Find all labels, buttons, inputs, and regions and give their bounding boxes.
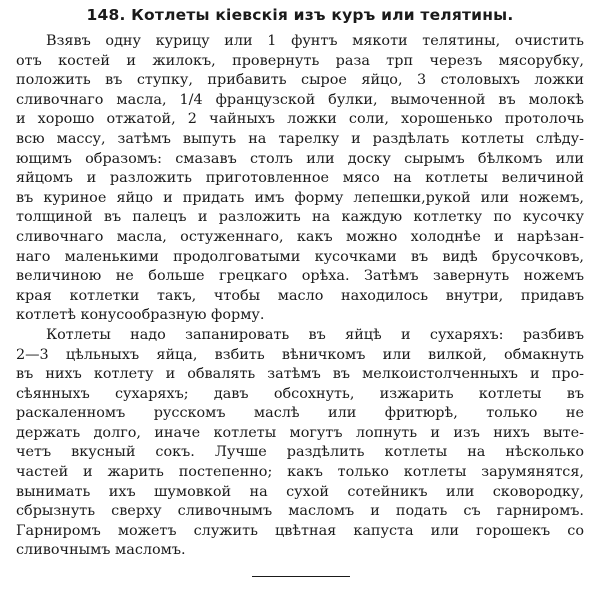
text-line: и хорошо отжатой, 2 чайныхъ ложки соли, хорошенько протолочь xyxy=(16,111,584,128)
text-line: сливочнаго масла, остуженнаго, какъ можно холоднѣе и нарѣзан- xyxy=(16,228,584,245)
text-line: сливочнаго масла, 1/4 французской булки, вымоченной въ молокѣ xyxy=(16,91,584,108)
text-line: толщиной въ палецъ и разложить на каждую котлетку по кусочку xyxy=(16,209,584,226)
paragraph-2 xyxy=(16,326,584,561)
paragraph-1 xyxy=(16,32,584,326)
page xyxy=(16,4,584,561)
text-line: отъ костей и жилокъ, провернуть раза трп черезъ мясорубку, xyxy=(16,52,584,69)
text-line: яйцомъ и разложить приготовленное мясо на котлеты величиной xyxy=(16,170,584,187)
text-line: всю массу, затѣмъ выпуть на тарелку и раздѣлать котлеты слѣду- xyxy=(16,130,584,147)
recipe-title: 148. Котлеты кіевскія изъ куръ или телятины. xyxy=(86,6,514,24)
text-line: края котлетки такъ, чтобы масло находилось внутри, придавъ xyxy=(16,287,584,304)
text-line: четъ вкусный сокъ. Лучше раздѣлить котлеты на нѣсколько xyxy=(16,444,584,461)
text-line: въ нихъ котлету и обвалять затѣмъ въ мелкоистолченныхъ и про- xyxy=(16,366,584,383)
text-line: сѣянныхъ сухаряхъ; давъ обсохнуть, изжарить котлеты въ xyxy=(16,385,584,402)
text-line: Котлеты надо запанировать въ яйцѣ и сухаряхъ: разбивъ xyxy=(46,326,584,343)
text-line: раскаленномъ русскомъ маслѣ или фритюрѣ, только не xyxy=(16,405,584,422)
text-line: вынимать ихъ шумовкой на сухой сотейникъ или сковородку, xyxy=(16,483,584,500)
text-line: частей и жарить постепенно; какъ только котлеты зарумянятся, xyxy=(16,464,584,481)
text-line: 2—3 цѣльныхъ яйца, взбить вѣничкомъ или вилкой, обмакнуть xyxy=(16,346,584,363)
text-line: положить въ ступку, прибавить сырое яйцо, 3 столовыхъ ложки xyxy=(16,72,584,89)
text-line: сбрызнуть сверху сливочнымъ масломъ и подать съ гарниромъ. xyxy=(16,503,584,520)
text-line: Гарниромъ можетъ служить цвѣтная капуста или горошекъ со xyxy=(16,522,584,539)
text-line: Взявъ одну курицу или 1 фунтъ мякоти телятины, очистить xyxy=(46,33,584,49)
text-line: котлетѣ конусообразную форму. xyxy=(16,307,265,324)
text-line: въ куриное яйцо и придать имъ форму лепешки,рукой или ножемъ, xyxy=(16,189,584,206)
text-line: наго маленькими продолговатыми кусочками въ видѣ брусочковъ, xyxy=(16,248,584,265)
text-line: величиною не больше грецкаго орѣха. Затѣмъ завернуть ножемъ xyxy=(16,268,584,285)
text-line: держать долго, иначе котлеты могутъ лопнуть и изъ нихъ выте- xyxy=(16,424,584,441)
section-divider xyxy=(252,576,350,577)
text-line: ющимъ образомъ: смазавъ столъ или доску сырымъ бѣлкомъ или xyxy=(16,150,584,167)
text-line: сливочнымъ масломъ. xyxy=(16,542,186,559)
